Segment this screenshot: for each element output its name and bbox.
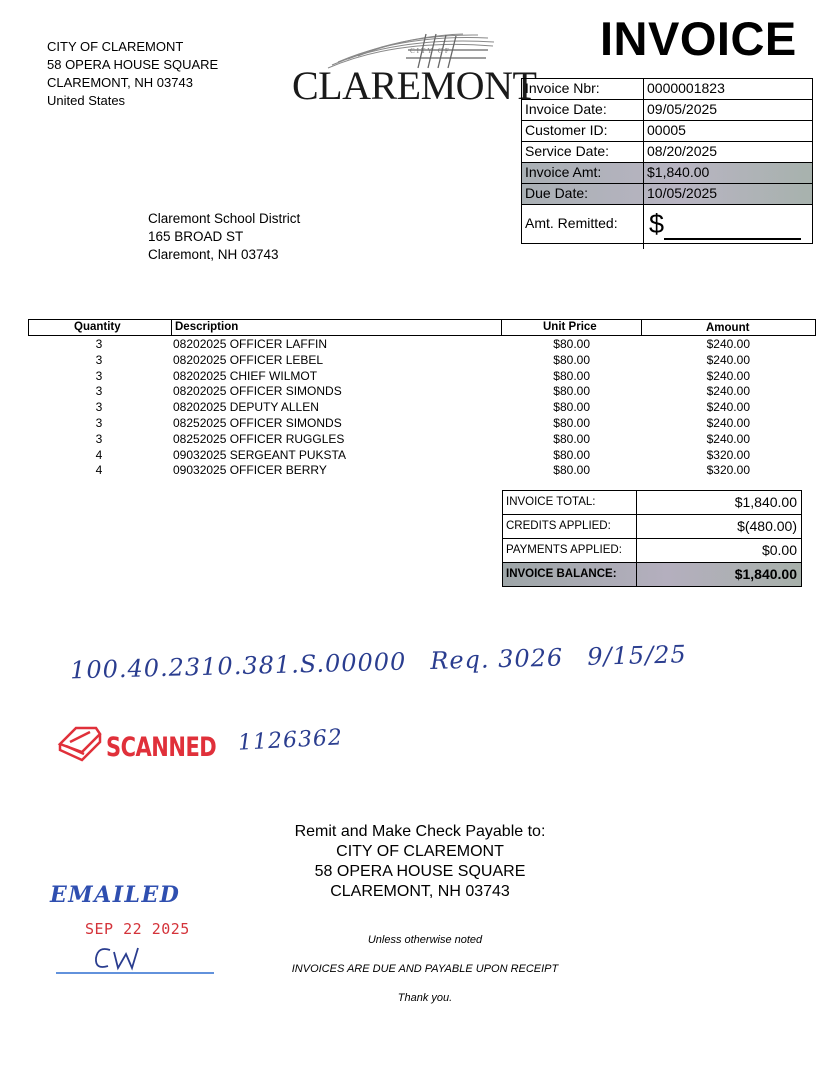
handwritten-req: Req. 3026: [429, 643, 564, 675]
invoice-date: 09/05/2025: [647, 101, 718, 117]
dollar-sign: $: [649, 209, 665, 239]
invoice-number: 0000001823: [647, 80, 725, 96]
column-divider: [171, 319, 172, 336]
table-row: [0, 463, 836, 479]
meta-row-customer-id: [522, 121, 812, 142]
customer-id: 00005: [647, 122, 686, 138]
scanned-stamp: [56, 720, 217, 768]
totals-row-credits: [503, 515, 801, 539]
sender-city: CLAREMONT, NH 03743: [47, 75, 193, 90]
remit-name: CITY OF CLAREMONT: [336, 843, 504, 860]
item-unit-price: $80.00: [553, 352, 590, 367]
item-amount: $240.00: [706, 400, 750, 415]
remit-street: 58 OPERA HOUSE SQUARE: [314, 863, 526, 880]
table-row: [0, 353, 836, 369]
city-logo: [288, 32, 537, 108]
header-unit-price: Unit Price: [543, 321, 597, 333]
emailed-stamp-text: EMAILED: [50, 882, 181, 908]
item-amount: $240.00: [706, 384, 750, 399]
meta-label: Invoice Date:: [522, 100, 644, 120]
item-amount: $320.00: [706, 447, 750, 462]
note-due-upon-receipt: INVOICES ARE DUE AND PAYABLE UPON RECEIPT: [291, 963, 559, 975]
item-quantity: 3: [95, 400, 103, 415]
handwritten-date: 9/15/25: [586, 640, 688, 671]
item-unit-price: $80.00: [553, 384, 590, 399]
amount-remitted-underline: [664, 238, 801, 240]
item-unit-price: $80.00: [553, 447, 590, 462]
item-quantity: 4: [95, 447, 103, 462]
meta-row-due-date: [522, 184, 812, 205]
note-unless-noted: Unless otherwise noted: [367, 934, 483, 946]
meta-label: Service Date:: [522, 142, 644, 162]
item-amount: $320.00: [706, 463, 750, 478]
item-unit-price: $80.00: [553, 400, 590, 415]
invoice-meta-table: [521, 78, 813, 244]
header-quantity: Quantity: [74, 321, 121, 333]
remit-to-block: [260, 822, 580, 902]
item-description: 08202025 OFFICER SIMONDS: [173, 384, 342, 399]
payments-applied: $0.00: [761, 542, 797, 558]
item-description: 08252025 OFFICER SIMONDS: [173, 415, 342, 430]
item-unit-price: $80.00: [553, 337, 590, 351]
header-description: Description: [175, 321, 239, 333]
table-row: [0, 369, 836, 385]
meta-row-invoice-date: [522, 100, 812, 121]
remit-heading: Remit and Make Check Payable to:: [294, 823, 546, 840]
sender-street: 58 OPERA HOUSE SQUARE: [47, 57, 219, 72]
meta-row-amt-remitted: [522, 205, 812, 249]
meta-label: Amt. Remitted:: [522, 205, 644, 249]
item-quantity: 4: [95, 463, 103, 478]
logo-wordmark: CLAREMONT: [292, 63, 537, 108]
item-description: 09032025 SERGEANT PUKSTA: [173, 447, 346, 462]
initials-signature: [48, 940, 228, 976]
remit-city: CLAREMONT, NH 03743: [330, 883, 510, 900]
bill-to-street: 165 BROAD ST: [148, 229, 244, 244]
item-quantity: 3: [95, 368, 103, 383]
service-date: 08/20/2025: [647, 143, 718, 159]
handwritten-scan-number: 1126362: [237, 725, 344, 756]
table-row: [0, 448, 836, 464]
bill-to-address: [148, 210, 300, 264]
bill-to-name: Claremont School District: [148, 211, 301, 226]
item-unit-price: $80.00: [553, 415, 590, 430]
item-description: 08252025 OFFICER RUGGLES: [173, 431, 345, 446]
item-quantity: 3: [95, 384, 103, 399]
table-row: [0, 400, 836, 416]
item-description: 08202025 CHIEF WILMOT: [173, 368, 318, 383]
totals-row-payments: [503, 539, 801, 563]
footer-notes: [240, 930, 610, 1017]
scanner-icon: [56, 720, 104, 768]
totals-row-invoice-total: [503, 491, 801, 515]
item-description: 08202025 OFFICER LAFFIN: [173, 337, 328, 351]
item-unit-price: $80.00: [553, 463, 590, 478]
item-amount: $240.00: [706, 368, 750, 383]
meta-label: Customer ID:: [522, 121, 644, 141]
totals-row-balance: [503, 563, 801, 586]
header-amount: Amount: [706, 322, 750, 334]
meta-label: Due Date:: [522, 184, 644, 204]
note-thank-you: Thank you.: [397, 992, 453, 1004]
meta-row-service-date: [522, 142, 812, 163]
sender-address: [47, 38, 218, 110]
totals-label: INVOICE BALANCE:: [503, 563, 637, 586]
emailed-stamp-date: SEP 22 2025: [85, 920, 190, 938]
handwritten-account-code: 100.40.2310.381.S.00000: [69, 647, 407, 685]
invoice-total: $1,840.00: [734, 494, 797, 510]
amount-remitted-field[interactable]: [644, 205, 812, 249]
totals-label: PAYMENTS APPLIED:: [503, 539, 637, 562]
item-amount: $240.00: [706, 337, 750, 351]
handwritten-account-note: [70, 640, 711, 685]
item-description: 08202025 OFFICER LEBEL: [173, 352, 324, 367]
item-description: 09032025 OFFICER BERRY: [173, 463, 327, 478]
item-quantity: 3: [95, 431, 103, 446]
scanned-stamp-text: SCANNED: [106, 732, 217, 762]
table-row: [0, 432, 836, 448]
table-row: [0, 384, 836, 400]
item-quantity: 3: [95, 337, 103, 351]
invoice-amount: $1,840.00: [647, 164, 710, 180]
column-divider: [501, 319, 502, 336]
bill-to-city: Claremont, NH 03743: [148, 247, 279, 262]
item-amount: $240.00: [706, 415, 750, 430]
item-unit-price: $80.00: [553, 431, 590, 446]
item-quantity: 3: [95, 352, 103, 367]
meta-row-invoice-amt: [522, 163, 812, 184]
line-items: [0, 337, 836, 479]
totals-label: INVOICE TOTAL:: [503, 491, 637, 514]
totals-table: [502, 490, 802, 587]
item-amount: $240.00: [706, 431, 750, 446]
sender-country: United States: [47, 93, 126, 108]
line-items-header: [28, 319, 816, 336]
emailed-stamp: [48, 880, 228, 980]
item-description: 08202025 DEPUTY ALLEN: [173, 400, 319, 415]
sender-name: CITY OF CLAREMONT: [47, 39, 184, 54]
item-amount: $240.00: [706, 352, 750, 367]
meta-label: Invoice Amt:: [522, 163, 644, 183]
logo-small-text: CITY OF: [410, 47, 451, 55]
table-row: [0, 416, 836, 432]
column-divider: [641, 319, 642, 336]
item-quantity: 3: [95, 415, 103, 430]
credits-applied: $(480.00): [737, 518, 797, 534]
due-date: 10/05/2025: [647, 185, 718, 201]
meta-row-invoice-nbr: [522, 79, 812, 100]
meta-label: Invoice Nbr:: [522, 79, 644, 99]
totals-label: CREDITS APPLIED:: [503, 515, 637, 538]
invoice-title: INVOICE: [600, 12, 797, 65]
item-unit-price: $80.00: [553, 368, 590, 383]
table-row: [0, 337, 836, 353]
invoice-balance: $1,840.00: [734, 566, 797, 582]
